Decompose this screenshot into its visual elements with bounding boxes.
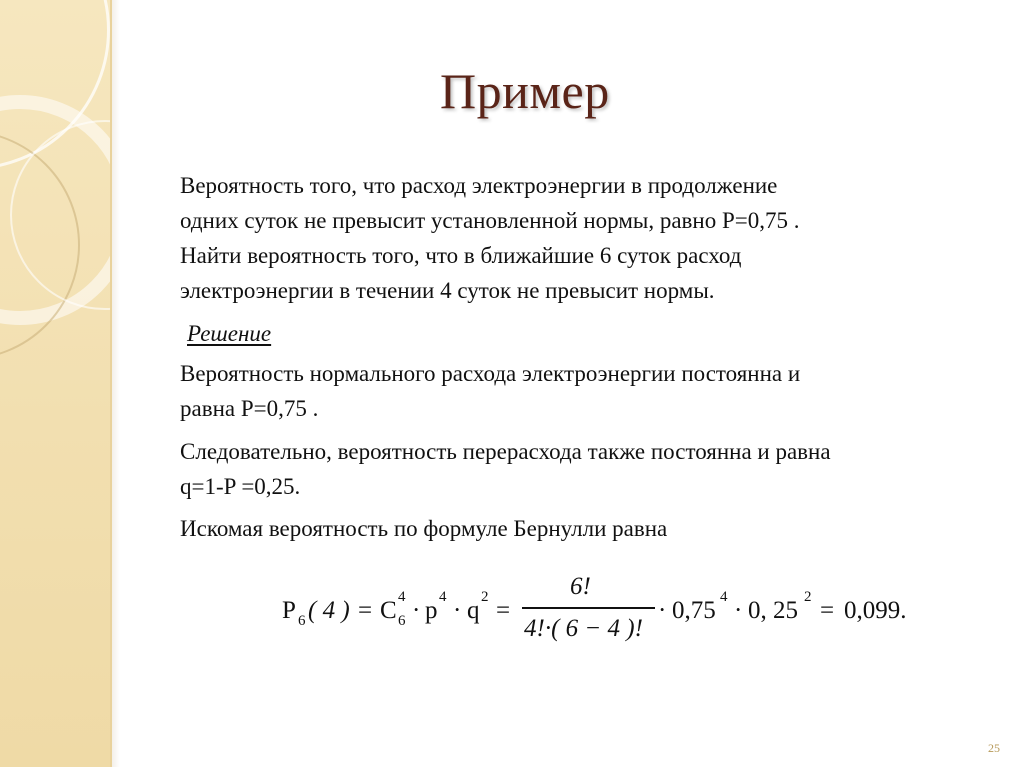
- formula-symbol: C: [380, 597, 397, 624]
- formula-subscript: 6: [298, 613, 306, 629]
- page-number: 25: [988, 741, 1000, 755]
- paragraph-line: Следовательно, вероятность перерасхода также постоянна и равна: [180, 439, 831, 464]
- formula-superscript: 4: [720, 589, 728, 605]
- formula-superscript: 4: [439, 589, 447, 605]
- formula-superscript: 2: [804, 589, 812, 605]
- fraction-denominator: 4!·( 6 − 4 )!: [524, 615, 643, 642]
- formula-superscript: 4: [398, 589, 406, 605]
- problem-line: Вероятность того, что расход электроэнергии в продолжение: [180, 173, 778, 198]
- bernoulli-formula: [282, 575, 942, 655]
- formula-result: 0,099.: [844, 597, 907, 624]
- formula-dot: ·: [412, 597, 421, 624]
- formula-dot: ·: [658, 597, 667, 624]
- paragraph-line: равна P=0,75 .: [180, 396, 319, 421]
- paragraph-line: Искомая вероятность по формуле Бернулли равна: [180, 516, 668, 541]
- formula-symbol: q: [467, 597, 480, 624]
- formula-subscript: 6: [398, 613, 406, 629]
- slide-title: Пример: [440, 63, 610, 119]
- decorative-sidebar: [0, 0, 112, 767]
- formula-equals: =: [496, 597, 511, 624]
- paragraph-line: q=1-P =0,25.: [180, 474, 301, 499]
- formula-superscript: 2: [481, 589, 489, 605]
- formula-symbol: P: [282, 597, 296, 624]
- formula-equals: =: [820, 597, 835, 624]
- formula-dot: ·: [453, 597, 462, 624]
- solution-heading: Решение: [187, 321, 272, 346]
- formula-equals: =: [358, 597, 373, 624]
- problem-line: одних суток не превысит установленной нормы, равно P=0,75 .: [180, 208, 800, 233]
- fraction-numerator: 6!: [570, 573, 591, 600]
- formula-dot: ·: [734, 597, 743, 624]
- formula-symbol: p: [425, 597, 438, 624]
- formula-argument: ( 4 ): [308, 597, 350, 624]
- slide-shadow: [112, 0, 120, 767]
- paragraph-line: Вероятность нормального расхода электроэнергии постоянна и: [180, 361, 801, 386]
- fraction-bar: [522, 607, 655, 609]
- problem-line: электроэнергии в течении 4 суток не превысит нормы.: [180, 278, 715, 303]
- problem-line: Найти вероятность того, что в ближайшие 6 суток расход: [180, 243, 742, 268]
- formula-value: 0, 25: [748, 597, 798, 624]
- formula-value: 0,75: [672, 597, 716, 624]
